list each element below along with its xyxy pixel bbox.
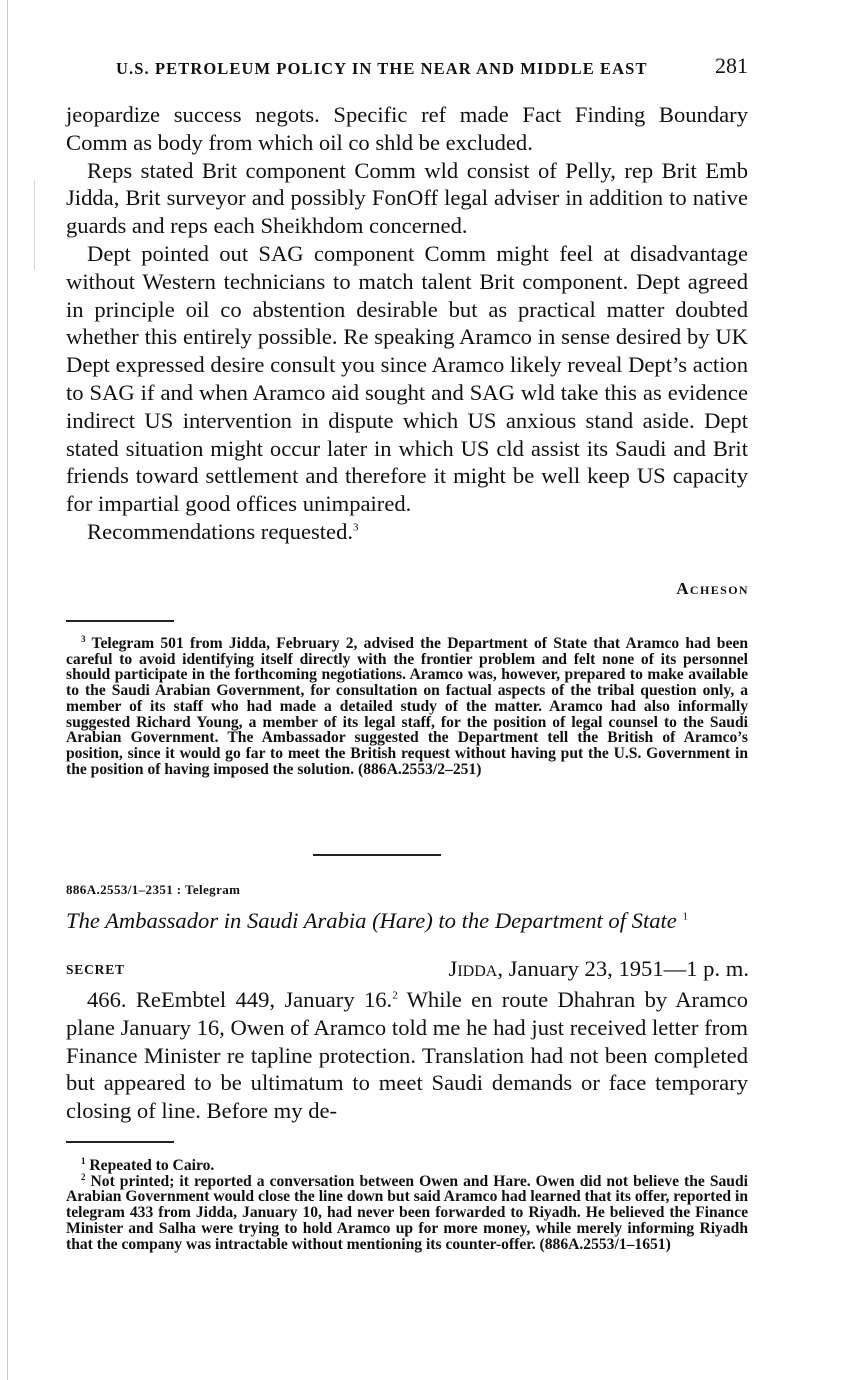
running-title: U.S. PETROLEUM POLICY IN THE NEAR AND MIDDLE EAST: [116, 59, 648, 78]
body-text-section-1: [66, 101, 748, 546]
section-separator: [313, 854, 441, 856]
running-head: [116, 53, 748, 84]
footnote-ref: 2: [392, 989, 398, 1002]
margin-line: [7, 0, 8, 1380]
dateline-date: , January 23, 1951—1 p. m.: [497, 956, 749, 981]
footnote-2: [66, 1171, 748, 1253]
footnote-marker: 3: [81, 633, 86, 644]
footnote-ref: 3: [353, 521, 359, 534]
footnote-rule: [66, 620, 174, 622]
paragraph-start: 466. ReEmbtel 449, January 16.: [87, 987, 393, 1012]
document-id: 886A.2553/1–2351 : Telegram: [66, 882, 241, 897]
footnote-marker: 2: [81, 1171, 86, 1182]
title-footnote-ref: 1: [682, 910, 688, 923]
footnote-1: [66, 1155, 748, 1174]
dateline-place: Jidda: [448, 956, 498, 981]
paragraph: Dept pointed out SAG component Comm might feel at disadvantage without Western technicians to match talent Brit component. Dept agreed in principle oil co abstention desirable but as practical matter doubted whether this entirely possible. Re speaking Aramco in sense desired by UK Dept expressed desire consult you since Aramco likely reveal Dept’s action to SAG if and when Aramco aid sought and SAG wld take this as evidence indirect US intervention in dispute which US anxious stand aside. Dept stated situation might occur later in which US cld assist its Saudi and Brit friends toward settlement and therefore it might be well keep US capacity for impartial good offices unimpaired.: [66, 240, 748, 517]
paragraph: [66, 986, 748, 1125]
footnote-text: Repeated to Cairo.: [89, 1157, 215, 1174]
footnote-text: Telegram 501 from Jidda, February 2, advised the Department of State that Aramco had been careful to avoid identifying itself directly with the frontier problem and felt none of its personnel should participate in the forthcoming negotiations. Aramco was, however, prepared to make available to the Saudi Arabian Government, for consultation on factual aspects of the tribal question only, a member of its staff who had made a detailed study of the matter. Aramco had also informally suggested Richard Young, a member of its legal staff, for the position of legal counsel to the Saudi Arabian Government. The Ambassador suggested the Department tell the British of Aramco’s position, since it would go far to meet the British request without having put the U.S. Government in the position of having imposed the solution. (886A.2553/2–251): [66, 635, 748, 778]
footnote-paragraph: [66, 633, 748, 778]
footnotes-section-2: [66, 1155, 748, 1253]
footnote-marker: 1: [81, 1155, 86, 1166]
page-number: 281: [715, 53, 748, 78]
footnote-text: Not printed; it reported a conversation between Owen and Hare. Owen did not believe the Saudi Arabian Government would close the line down but said Aramco had learned that its offer, reported in telegram 433 from Jidda, January 10, had never been forwarded to Riyadh. He believed the Finance Minister and Salha were trying to hold Aramco up for more money, while merely informing Riyadh that the company was intractable without mentioning its counter-offer. (886A.2553/1–1651): [66, 1172, 748, 1253]
document-title: [66, 908, 756, 934]
classification: SECRET: [66, 962, 125, 977]
paragraph-rest: While en route Dhahran by Aramco plane January 16, Owen of Aramco told me he had just received letter from Finance Minister re tapline protection. Translation had not been completed but appeared to be ultimatum to meet Saudi demands or face temporary closing of line. Before my de-: [66, 987, 748, 1124]
paragraph: [66, 518, 748, 546]
body-text-section-2: [66, 986, 748, 1125]
paragraph: jeopardize success negots. Specific ref made Fact Finding Boundary Comm as body from which oil co shld be excluded.: [66, 102, 748, 155]
signature: Acheson: [676, 579, 749, 598]
paragraph-text: Recommendations requested.: [87, 518, 354, 544]
dateline: [449, 956, 749, 982]
paragraph: Reps stated Brit component Comm wld consist of Pelly, rep Brit Emb Jidda, Brit surveyor and possibly FonOff legal adviser in addition to native guards and reps each Sheikhdom concerned.: [66, 157, 748, 239]
footnote-3: [66, 633, 748, 778]
margin-mark: [34, 180, 35, 270]
footnote-rule: [66, 1141, 174, 1143]
document-title-text: The Ambassador in Saudi Arabia (Hare) to the Department of State: [66, 908, 677, 933]
